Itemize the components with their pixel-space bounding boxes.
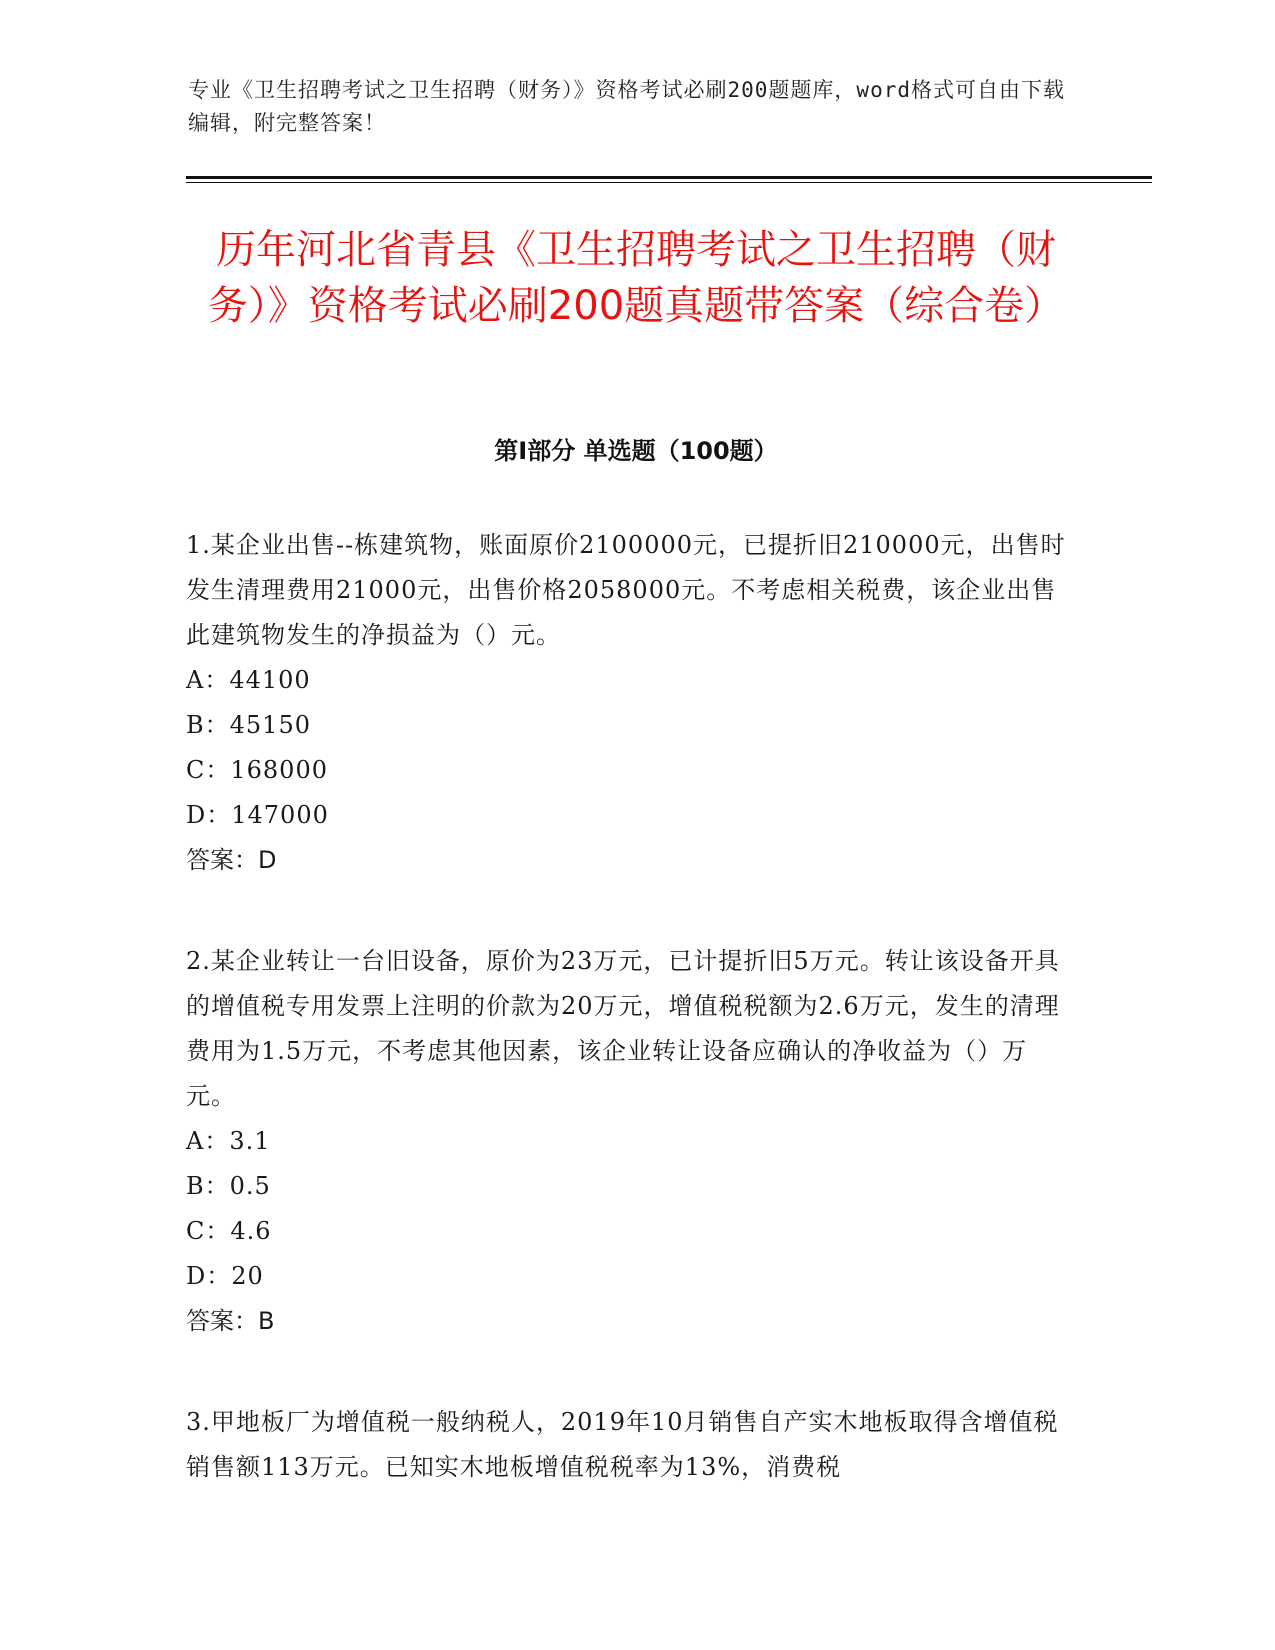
option-d: D：147000 bbox=[186, 801, 329, 829]
header-divider-thin bbox=[186, 182, 1152, 183]
question-stem: 1.某企业出售--栋建筑物，账面原价2100000元，已提折旧210000元，出售时发生清理费用21000元，出售价格2058000元。不考虑相关税费，该企业出售此建筑物发生的净损益为（）元。 bbox=[186, 531, 1066, 649]
question-item bbox=[186, 1400, 1076, 1490]
section-title: 第I部分 单选题（100题） bbox=[494, 437, 778, 465]
header-note: 专业《卫生招聘考试之卫生招聘（财务）》资格考试必刷200题题库，word格式可自由下载编辑，附完整答案！ bbox=[188, 78, 1065, 135]
option-b: B：45150 bbox=[186, 711, 311, 739]
option-a: A：44100 bbox=[186, 666, 311, 694]
question-stem: 3.甲地板厂为增值税一般纳税人，2019年10月销售自产实木地板取得含增值税销售额113万元。已知实木地板增值税税率为13%，消费税 bbox=[186, 1408, 1059, 1481]
option-d: D：20 bbox=[186, 1262, 264, 1290]
option-b: B：0.5 bbox=[186, 1172, 271, 1200]
option-c: C：4.6 bbox=[186, 1217, 272, 1245]
answer-label: 答案：D bbox=[186, 846, 277, 874]
header-divider-thick bbox=[186, 176, 1152, 179]
question-item bbox=[186, 939, 1076, 1344]
option-c: C：168000 bbox=[186, 756, 328, 784]
question-item bbox=[186, 523, 1076, 883]
document-title: 历年河北省青县《卫生招聘考试之卫生招聘（财务）》资格考试必刷200题真题带答案（综合卷） bbox=[207, 227, 1065, 329]
option-a: A：3.1 bbox=[186, 1127, 271, 1155]
answer-label: 答案：B bbox=[186, 1307, 275, 1335]
question-stem: 2.某企业转让一台旧设备，原价为23万元，已计提折旧5万元。转让该设备开具的增值税专用发票上注明的价款为20万元，增值税税额为2.6万元，发生的清理费用为1.5万元，不考虑其他因素，该企业转让设备应确认的净收益为（）万元。 bbox=[186, 947, 1060, 1110]
question-list bbox=[186, 523, 1076, 1546]
